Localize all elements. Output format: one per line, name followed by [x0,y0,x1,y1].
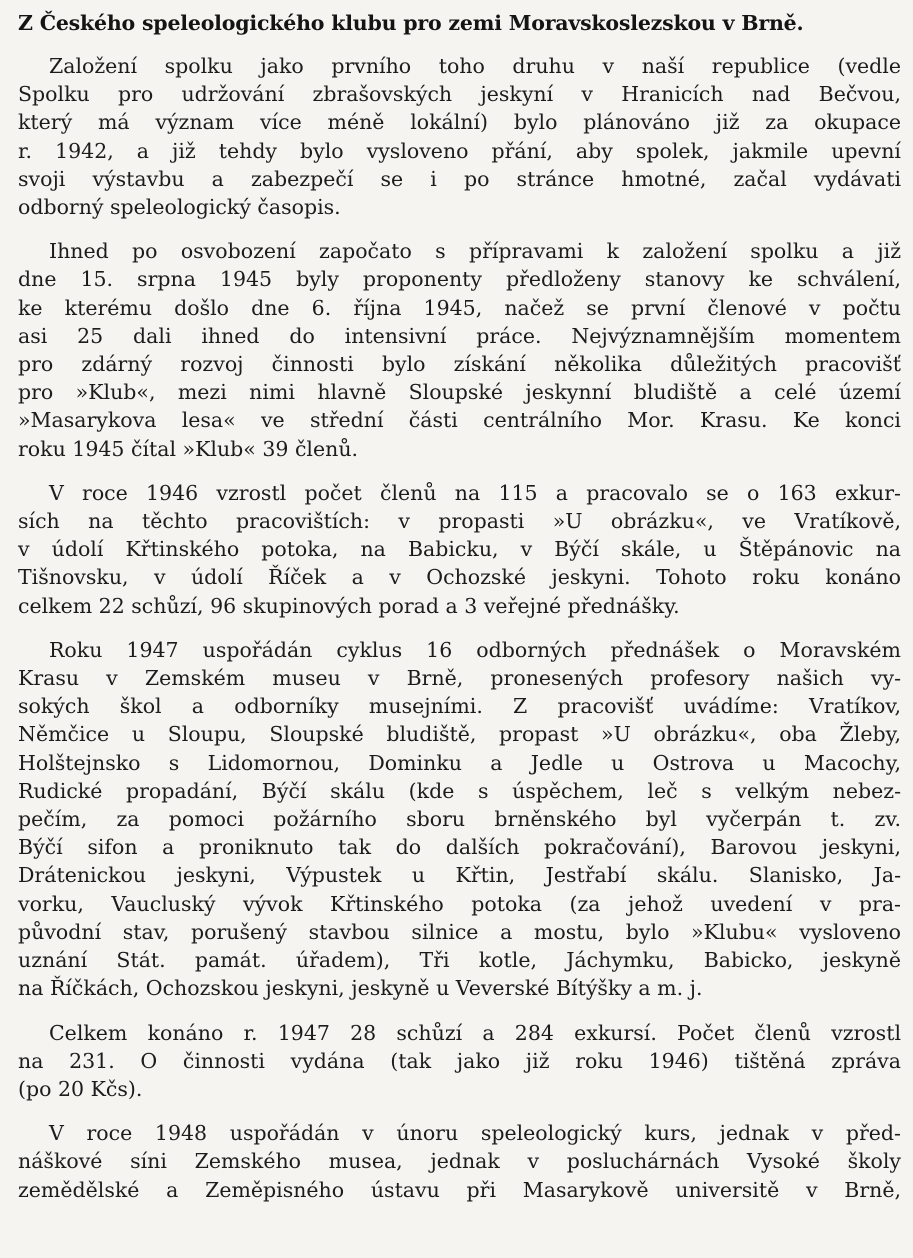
text-line: Býčí sifon a proniknuto tak do dalších pokračování), Barovou jeskyni, [18,835,901,860]
text-line: pečím, za pomoci požárního sboru brněnského byl vyčerpán t. zv. [18,807,901,832]
text-line: náškové síni Zemského musea, jednak v posluchárnách Vysoké školy [18,1149,901,1174]
text-line: Roku 1947 uspořádán cyklus 16 odborných přednášek o Moravském [49,637,901,662]
text-line: odborný speleologický časopis. [18,195,341,220]
text-line: celkem 22 schůzí, 96 skupinových porad a 3 veřejné přednášky. [18,593,680,618]
text-line: uznání Stát. památ. úřadem), Tři kotle, Jáchymku, Babicko, jeskyně [18,948,901,973]
text-line: roku 1945 čítal »Klub« 39 členů. [18,436,359,461]
paragraph-1948 [18,1119,901,1204]
text-line: Krasu v Zemském museu v Brně, pronesených profesory našich vy- [18,666,901,691]
text-line: Holštejnsko s Lidomornou, Dominku a Jedle u Ostrova u Macochy, [18,750,901,775]
text-line: Založení spolku jako prvního toho druhu v naší republice (vedle [49,54,901,78]
text-line: V roce 1948 uspořádán v únoru speleologický kurs, jednak v před- [49,1121,901,1146]
text-line: Spolku pro udržování zbrašovských jeskyní v Hranicích nad Bečvou, [18,82,901,107]
text-line: ke kterému došlo dne 6. října 1945, načež se první členové v počtu [18,295,901,320]
text-line: dne 15. srpna 1945 byly proponenty předloženy stanovy ke schválení, [18,267,901,292]
text-line: asi 25 dali ihned do intensivní práce. Nejvýznamnějším momentem [18,323,901,348]
text-line: Tišnovsku, v údolí Říček a v Ochozské jeskyni. Tohoto roku konáno [18,565,901,590]
text-line: který má význam více méně lokální) bylo plánováno již za okupace [18,110,901,135]
text-line: na Říčkách, Ochozskou jeskyni, jeskyně u Veverské Bítýšky a m. j. [18,976,703,1001]
text-line: (po 20 Kčs). [18,1076,143,1101]
text-line: V roce 1946 vzrostl počet členů na 115 a pracovalo se o 163 exkur- [49,480,901,505]
paragraph-1947-totals [18,1019,901,1104]
text-line: v údolí Křtinského potoka, na Babicku, v Býčí skále, u Štěpánovic na [18,537,901,562]
paragraph-liberation [18,237,901,463]
paragraph-founding [18,52,901,221]
text-line: »Masarykova lesa« ve střední části centrálního Mor. Krasu. Ke konci [18,408,901,433]
text-line: pro zdárný rozvoj činnosti bylo získání několika důležitých pracovišť [18,352,901,377]
text-line: sokých škol a odborníky musejními. Z pracovišť uvádíme: Vratíkov, [18,694,901,719]
paragraph-1947 [18,636,901,1003]
text-line: Drátenickou jeskyni, Výpustek u Křtin, Jestřabí skálu. Slanisko, Ja- [18,863,901,888]
text-line: Rudické propadání, Býčí skálu (kde s úspěchem, leč s velkým nebez- [18,778,901,803]
text-line: Ihned po osvobození započato s přípravami k založení spolku a již [49,239,901,264]
text-line: původní stav, porušený stavbou silnice a mostu, bylo »Klubu« vysloveno [18,919,901,944]
text-line: pro »Klub«, mezi nimi hlavně Sloupské jeskynní bludiště a celé území [18,380,901,405]
page-heading: Z Českého speleologického klubu pro zemi Moravskoslezskou v Brně. [18,11,804,35]
text-line: sích na těchto pracovištích: v propasti »U obrázku«, ve Vratíkově, [18,509,901,534]
text-line: svoji výstavbu a zabezpečí se i po stránce hmotné, začal vydávati [18,166,901,191]
text-line: r. 1942, a již tehdy bylo vysloveno přání, aby spolek, jakmile upevní [18,138,901,163]
paragraph-1946 [18,479,901,620]
text-line: na 231. O činnosti vydána (tak jako již roku 1946) tištěná zpráva [18,1048,901,1073]
text-line: Celkem konáno r. 1947 28 schůzí a 284 exkursí. Počet členů vzrostl [49,1020,901,1045]
text-line: vorku, Vaucluský vývok Křtinského potoka (za jehož uvedení v pra- [18,891,901,916]
text-line: Němčice u Sloupu, Sloupské bludiště, propast »U obrázku«, oba Žleby, [18,722,901,747]
text-line: zemědělské a Zeměpisného ústavu při Masarykově universitě v Brně, [18,1177,901,1202]
